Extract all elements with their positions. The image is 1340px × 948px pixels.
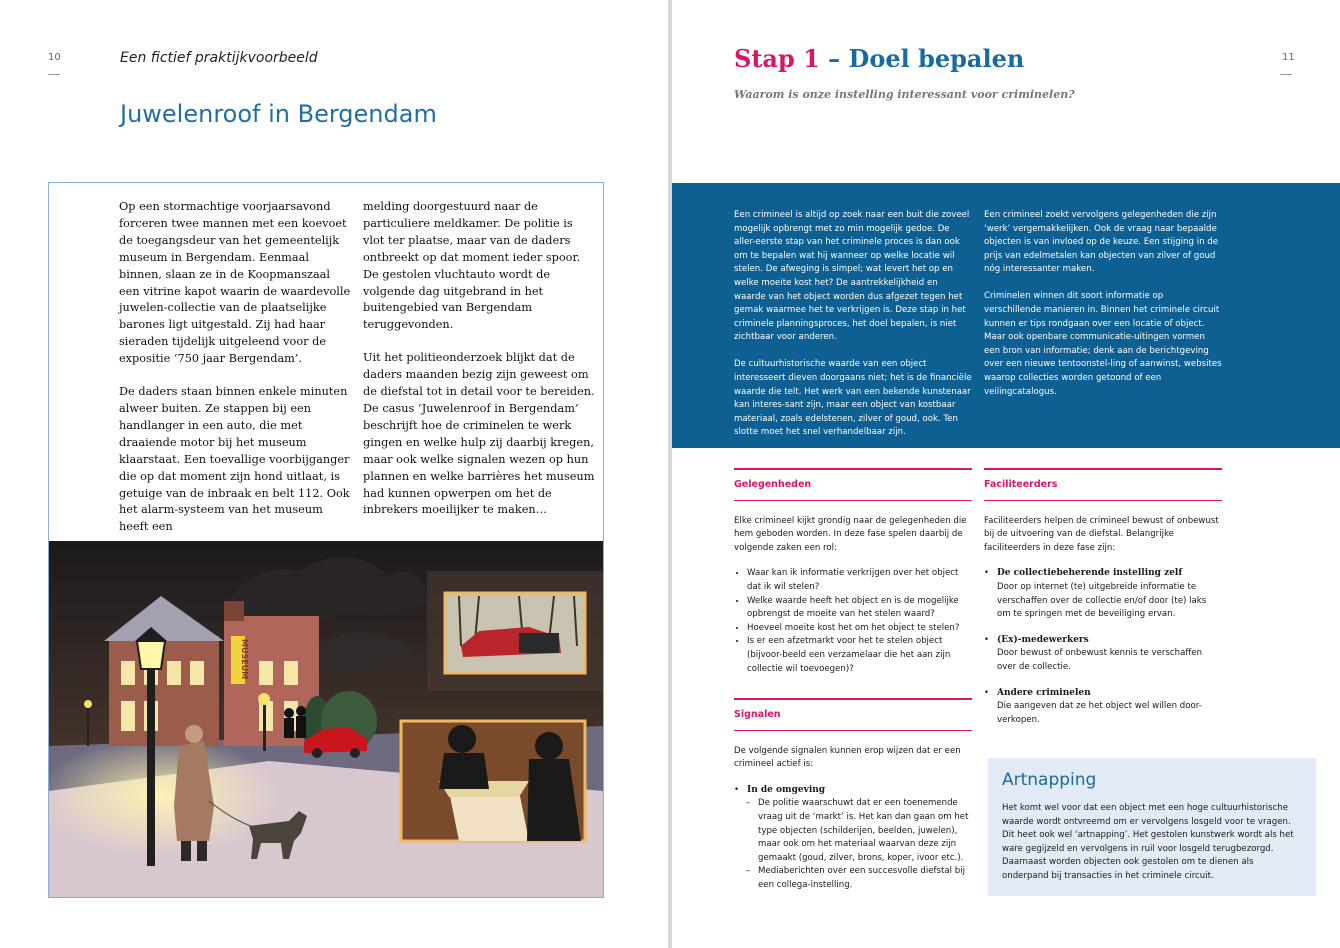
section-rule	[734, 730, 972, 731]
lamp-light	[49, 736, 279, 856]
lamp-post	[147, 661, 155, 866]
page-number-left: 10	[48, 52, 61, 63]
thief-head	[448, 725, 476, 753]
artnapping-text: Het komt wel voor dat een object met een hoge cultuurhistorische waarde wordt ontvreemd om er vervolgens losgeld voor te vragen. Dit heet ook wel ‘artnapping’. Het gestolen kunstwerk wordt als het ware gegijzeld en vervolgens in ruil voor losgeld terugbezorgd. Daarnaast worden objecten ook gestolen om te dienen als onderpand bij transacties in het criminele circuit.	[1002, 803, 1294, 881]
facilitator-title: Andere criminelen	[997, 687, 1091, 698]
robbery-illustration	[49, 541, 603, 897]
step-title	[734, 44, 1024, 73]
witness-legs	[197, 841, 207, 861]
intro-paragraph: Een crimineel zoekt vervolgens gelegenheden die zijn ‘werk’ vergemakkelijken. Ook de vraag naar bepaalde objecten is van invloed op de keuze. Een stijging in de prijs van edelmetalen kan objecten van zilver of goud nóg interessanter maken.	[984, 210, 1218, 275]
facilitator-item	[984, 567, 1222, 621]
lamp-post	[87, 706, 89, 746]
story-paragraph: melding doorgestuurd naar de particuliere meldkamer. De politie is vlot ter plaatse, maar van de daders ontbreekt op dat moment ieder spoor. De gestolen vluchtauto wordt de volgende dag uitgebrand in het buitengebied van Bergendam teruggevonden.	[363, 200, 581, 332]
intro-paragraph: De cultuurhistorische waarde van een object interesseert dieven doorgaans niet; het is de financiële waarde die telt. Het werk van een bekende kunstenaar kan interes-sant zijn, maar een object van kostbaar materiaal, zoals edelstenen, zilver of goud, ook. Ten slotte moet het snel verhandelbaar zijn.	[734, 359, 972, 438]
signal-list	[734, 797, 972, 892]
facilitator-item	[984, 687, 1222, 728]
list-item: • Hoeveel moeite kost het om het object te stelen?	[747, 622, 972, 636]
question-list	[734, 567, 972, 676]
list-item: • Is er een afzetmarkt voor het te stelen object (bijvoor-beeld een verzamelaar die het aan zijn collectie wil toevoegen)?	[747, 635, 972, 676]
museum-sign: MUSEUM	[240, 639, 249, 680]
section-rule	[734, 468, 972, 470]
signal-group-title: In de omgeving	[747, 784, 826, 795]
section-heading: Faciliteerders	[984, 479, 1058, 490]
running-title: Een fictief praktijkvoorbeeld	[120, 50, 318, 66]
list-item: • Welke waarde heeft het object en is de mogelijke opbrengst de moeite van het stelen waard?	[747, 595, 972, 622]
story-paragraph: Op een stormachtige voorjaarsavond forceren twee mannen met een koevoet de toegangsdeur van het gemeentelijk museum in Bergendam. Eenmaal binnen, slaan ze in de Koopmanszaal een vitrine kapot waarin de waardevolle juwelen-collectie van de plaatselijke barones ligt uitgestald. Zij had haar sieraden tijdelijk uitgeleend voor de expositie ‘750 jaar Bergendam’.	[119, 200, 351, 366]
chimney	[224, 601, 244, 621]
lamp-head	[84, 700, 92, 708]
facilitator-text: Die aangeven dat ze het object wel willen door-verkopen.	[997, 701, 1202, 725]
intro-column-2	[984, 209, 1222, 413]
artnapping-box	[988, 758, 1316, 896]
page-number-rule	[1280, 74, 1292, 75]
section-heading: Gelegenheden	[734, 479, 812, 490]
car-wheel	[350, 748, 360, 758]
lamp-post	[263, 701, 266, 751]
left-page	[0, 0, 668, 948]
section-intro: Faciliteerders helpen de crimineel bewust of onbewust bij de uitvoering van de diefstal. Belangrijke faciliteerders in deze fase zijn:	[984, 515, 1219, 553]
list-item: • Waar kan ik informatie verkrijgen over het object dat ik wil stelen?	[747, 567, 972, 594]
intro-paragraph: Een crimineel is altijd op zoek naar een buit die zoveel mogelijk opbrengt met zo min mogelijk gedoe. De aller-eerste stap van het criminele proces is dan ook om te bepalen wat hij wanneer op welke locatie wil stelen. De afweging is simpel; wat levert het op en welke moeite kost het? De aantrekkelijkheid en waarde van het object worden dus afgezet tegen het gemak waarmee het te verkrijgen is. Deze stap in het criminele planningsproces, het doel bepalen, is niet zichtbaar voor anderen.	[734, 210, 970, 343]
story-column-2	[363, 199, 595, 535]
section-gelegenheden	[734, 468, 972, 676]
section-heading: Signalen	[734, 709, 781, 720]
lamp-head	[258, 693, 270, 705]
witness-head	[185, 725, 203, 743]
thief-body	[439, 753, 489, 789]
intro-column-1	[734, 209, 972, 454]
facilitator-item	[984, 634, 1222, 675]
section-signalen	[734, 698, 972, 893]
vitrine	[449, 791, 529, 841]
story-paragraph: De daders staan binnen enkele minuten alweer buiten. Ze stappen bij een handlanger in een auto, die met draaiende motor bij het museum klaarstaat. Een toevallige voorbijganger die op dat moment zijn hond uitlaat, is getuige van de inbraak en belt 112. Ook het alarm-systeem van het museum heeft een	[119, 385, 350, 534]
story-heading: Juwelenroof in Bergendam	[120, 100, 437, 128]
story-paragraph: Uit het politieonderzoek blijkt dat de daders maanden bezig zijn geweest om de diefstal tot in detail voor te bereiden. De casus ‘Juwelenroof in Bergendam’ beschrijft hoe de criminelen te werk gingen en welke hulp zij daarbij kregen, maar ook welke signalen wezen op hun plannen en welke barrières het museum had kunnen opwerpen om het de inbrekers moeilijker te maken…	[363, 351, 595, 517]
witness-legs	[181, 841, 191, 861]
facilitator-title: (Ex)-medewerkers	[997, 634, 1089, 645]
facilitator-text: Door bewust of onbewust kennis te verschaffen over de collectie.	[997, 648, 1203, 672]
story-box	[48, 182, 604, 898]
facilitator-title: De collectiebeherende instelling zelf	[997, 568, 1183, 579]
right-page	[672, 0, 1340, 948]
artnapping-heading: Artnapping	[1002, 770, 1097, 790]
step-name: – Doel bepalen	[819, 44, 1025, 73]
section-intro: Elke crimineel kijkt grondig naar de gelegenheden die hem geboden worden. In deze fase spelen daarbij de volgende zaken een rol:	[734, 515, 967, 553]
lamp-head	[137, 641, 165, 669]
intro-band	[672, 183, 1340, 448]
section-rule	[984, 500, 1222, 501]
step-subtitle: Waarom is onze instelling interessant voor criminelen?	[734, 88, 1075, 101]
story-column-1	[119, 199, 351, 552]
list-item: – De politie waarschuwt dat er een toenemende vraag uit de ‘markt’ is. Het kan dan gaan om het type objecten (schilderijen, beelden, juwelen), maar ook om het materiaal waarvan deze zijn gemaakt (goud, zilver, brons, koper, ivoor etc.).	[746, 797, 972, 865]
section-rule	[984, 468, 1222, 470]
page-number-right: 11	[1282, 52, 1295, 63]
thief-head	[535, 732, 563, 760]
section-faciliteerders	[984, 468, 1222, 739]
burned-part	[519, 633, 559, 653]
intro-paragraph: Criminelen winnen dit soort informatie op verschillende manieren in. Binnen het criminele circuit kunnen er tips rondgaan over een locatie of object. Maar ook openbare communicatie-uitingen vormen een bron van informatie; denk aan de berichtgeving over een nieuwe tentoonstel-ling of aanwinst, websites waarop collecties worden getoond of een veilingcatalogus.	[984, 291, 1222, 397]
signal-group	[734, 784, 972, 798]
section-rule	[734, 698, 972, 700]
step-number: Stap 1	[734, 44, 820, 73]
section-rule	[734, 500, 972, 501]
page-number-rule	[48, 74, 60, 75]
facilitator-text: Door op internet (te) uitgebreide informatie te verschaffen over de collectie en/of door (te) laks om te springen met de beveiliging ervan.	[997, 581, 1207, 620]
car-wheel	[312, 748, 322, 758]
list-item: – Mediaberichten over een succesvolle diefstal bij een collega-instelling.	[746, 865, 972, 892]
section-intro: De volgende signalen kunnen erop wijzen dat er een crimineel actief is:	[734, 745, 961, 770]
